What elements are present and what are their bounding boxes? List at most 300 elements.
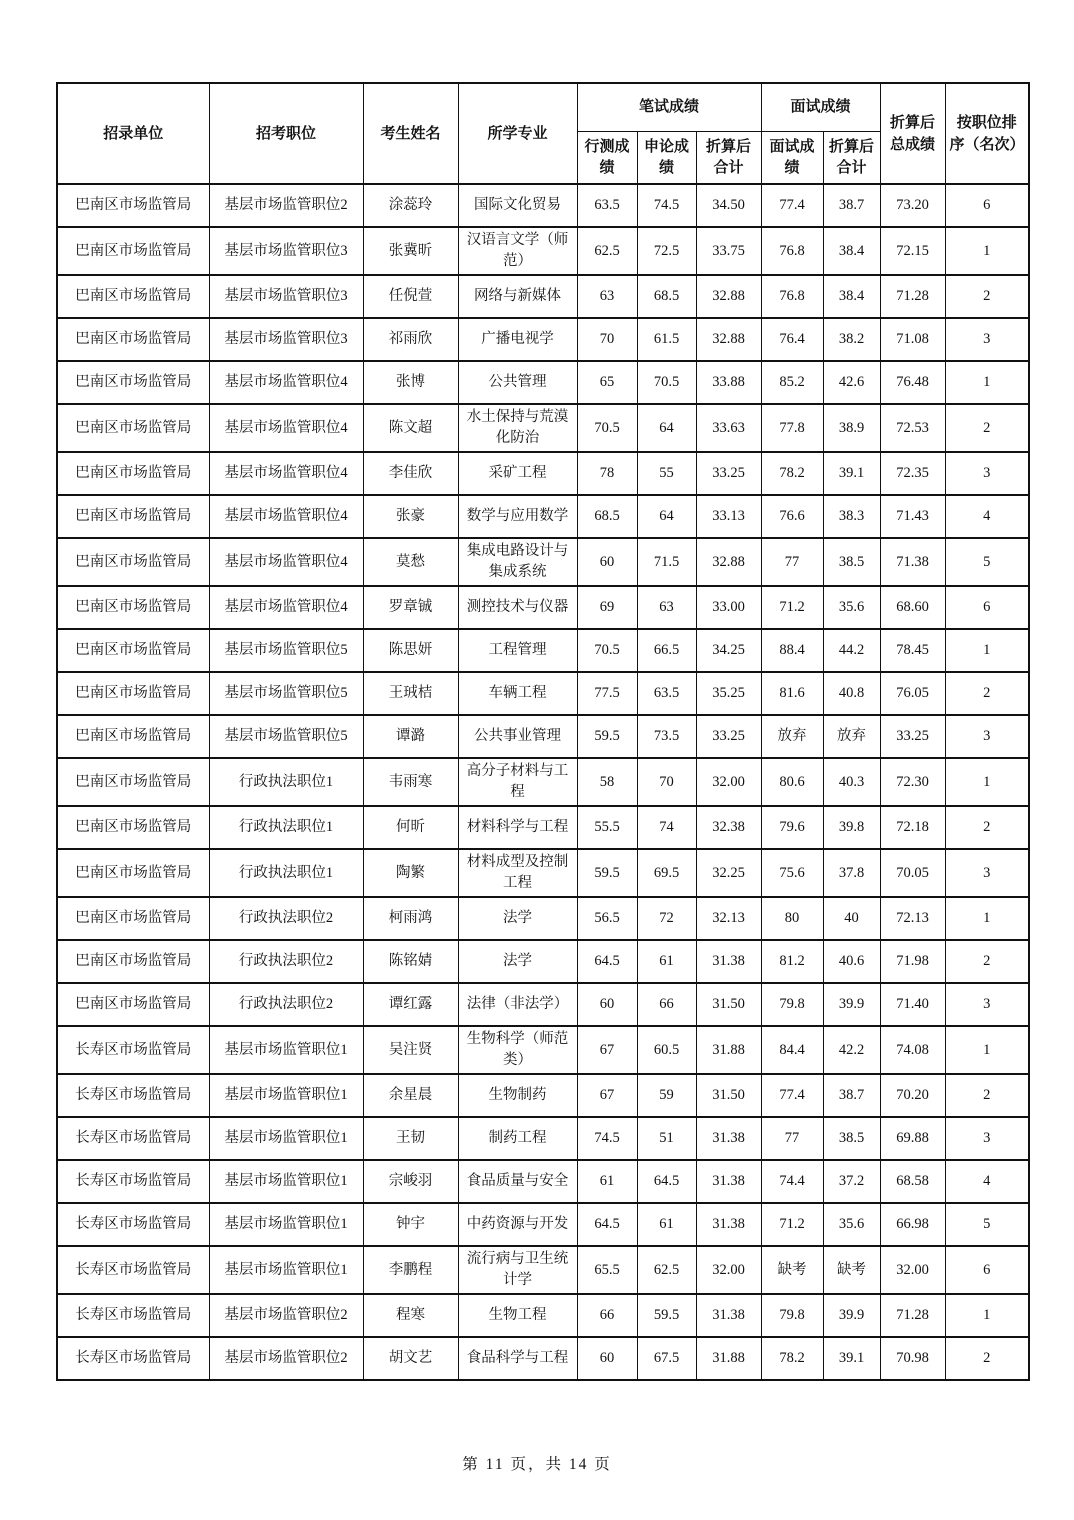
cell-interview-score: 71.2 <box>761 586 823 629</box>
cell-final-total: 71.43 <box>880 495 945 538</box>
cell-major: 食品质量与安全 <box>458 1160 577 1203</box>
cell-xingce-score: 65.5 <box>577 1246 637 1294</box>
cell-position: 行政执法职位1 <box>209 758 363 806</box>
cell-position: 行政执法职位2 <box>209 897 363 940</box>
cell-recruit-unit: 巴南区市场监管局 <box>57 983 209 1026</box>
cell-shenlun-score: 66.5 <box>637 629 696 672</box>
cell-major: 广播电视学 <box>458 318 577 361</box>
cell-position: 基层市场监管职位4 <box>209 452 363 495</box>
cell-candidate-name: 陈文超 <box>363 404 458 452</box>
cell-candidate-name: 李鹏程 <box>363 1246 458 1294</box>
cell-rank: 6 <box>945 184 1029 227</box>
table-row <box>57 404 1029 452</box>
cell-position: 基层市场监管职位1 <box>209 1203 363 1246</box>
cell-xingce-score: 68.5 <box>577 495 637 538</box>
cell-candidate-name: 宗峻羽 <box>363 1160 458 1203</box>
cell-shenlun-score: 71.5 <box>637 538 696 586</box>
cell-major: 流行病与卫生统计学 <box>458 1246 577 1294</box>
col-header-major: 所学专业 <box>458 83 577 184</box>
cell-shenlun-score: 68.5 <box>637 275 696 318</box>
cell-xingce-score: 62.5 <box>577 227 637 275</box>
cell-xingce-score: 59.5 <box>577 715 637 758</box>
cell-rank: 1 <box>945 1294 1029 1337</box>
cell-recruit-unit: 巴南区市场监管局 <box>57 361 209 404</box>
cell-written-converted-total: 32.00 <box>696 1246 761 1294</box>
cell-final-total: 76.48 <box>880 361 945 404</box>
col-header-position: 招考职位 <box>209 83 363 184</box>
cell-shenlun-score: 51 <box>637 1117 696 1160</box>
cell-final-total: 71.40 <box>880 983 945 1026</box>
cell-interview-converted-total: 42.6 <box>823 361 880 404</box>
cell-written-converted-total: 31.50 <box>696 1074 761 1117</box>
cell-major: 国际文化贸易 <box>458 184 577 227</box>
cell-candidate-name: 谭潞 <box>363 715 458 758</box>
cell-candidate-name: 谭红露 <box>363 983 458 1026</box>
cell-rank: 6 <box>945 1246 1029 1294</box>
cell-interview-converted-total: 38.2 <box>823 318 880 361</box>
cell-interview-converted-total: 39.1 <box>823 452 880 495</box>
cell-interview-converted-total: 38.4 <box>823 275 880 318</box>
cell-interview-score: 放弃 <box>761 715 823 758</box>
cell-candidate-name: 张博 <box>363 361 458 404</box>
cell-recruit-unit: 巴南区市场监管局 <box>57 940 209 983</box>
table-row <box>57 849 1029 897</box>
cell-candidate-name: 涂蕊玲 <box>363 184 458 227</box>
cell-written-converted-total: 34.50 <box>696 184 761 227</box>
cell-position: 基层市场监管职位1 <box>209 1117 363 1160</box>
cell-shenlun-score: 64.5 <box>637 1160 696 1203</box>
cell-interview-score: 75.6 <box>761 849 823 897</box>
cell-position: 基层市场监管职位4 <box>209 404 363 452</box>
cell-rank: 3 <box>945 452 1029 495</box>
cell-interview-score: 71.2 <box>761 1203 823 1246</box>
cell-xingce-score: 58 <box>577 758 637 806</box>
cell-xingce-score: 64.5 <box>577 1203 637 1246</box>
cell-xingce-score: 74.5 <box>577 1117 637 1160</box>
cell-final-total: 71.28 <box>880 1294 945 1337</box>
cell-candidate-name: 罗章铖 <box>363 586 458 629</box>
cell-final-total: 71.38 <box>880 538 945 586</box>
cell-final-total: 71.28 <box>880 275 945 318</box>
cell-position: 基层市场监管职位3 <box>209 227 363 275</box>
cell-major: 公共管理 <box>458 361 577 404</box>
cell-major: 工程管理 <box>458 629 577 672</box>
cell-interview-converted-total: 38.4 <box>823 227 880 275</box>
cell-recruit-unit: 巴南区市场监管局 <box>57 806 209 849</box>
cell-position: 基层市场监管职位4 <box>209 586 363 629</box>
cell-interview-converted-total: 39.9 <box>823 1294 880 1337</box>
cell-shenlun-score: 74 <box>637 806 696 849</box>
cell-written-converted-total: 32.88 <box>696 538 761 586</box>
cell-xingce-score: 77.5 <box>577 672 637 715</box>
cell-major: 汉语言文学（师范） <box>458 227 577 275</box>
cell-recruit-unit: 巴南区市场监管局 <box>57 538 209 586</box>
cell-rank: 2 <box>945 1337 1029 1380</box>
table-row <box>57 897 1029 940</box>
cell-rank: 3 <box>945 983 1029 1026</box>
table-row <box>57 227 1029 275</box>
cell-shenlun-score: 63 <box>637 586 696 629</box>
cell-major: 车辆工程 <box>458 672 577 715</box>
cell-final-total: 69.88 <box>880 1117 945 1160</box>
cell-recruit-unit: 巴南区市场监管局 <box>57 318 209 361</box>
cell-interview-converted-total: 39.1 <box>823 1337 880 1380</box>
cell-recruit-unit: 长寿区市场监管局 <box>57 1117 209 1160</box>
cell-interview-converted-total: 35.6 <box>823 1203 880 1246</box>
cell-shenlun-score: 61 <box>637 940 696 983</box>
table-row <box>57 1074 1029 1117</box>
cell-final-total: 70.98 <box>880 1337 945 1380</box>
cell-final-total: 78.45 <box>880 629 945 672</box>
cell-position: 基层市场监管职位2 <box>209 1337 363 1380</box>
col-header-written-converted-total: 折算后合计 <box>696 131 761 184</box>
cell-shenlun-score: 64 <box>637 495 696 538</box>
cell-candidate-name: 胡文艺 <box>363 1337 458 1380</box>
cell-written-converted-total: 31.38 <box>696 1117 761 1160</box>
cell-rank: 1 <box>945 758 1029 806</box>
cell-written-converted-total: 31.88 <box>696 1337 761 1380</box>
cell-xingce-score: 63.5 <box>577 184 637 227</box>
cell-written-converted-total: 32.00 <box>696 758 761 806</box>
cell-major: 法律（非法学） <box>458 983 577 1026</box>
cell-position: 基层市场监管职位4 <box>209 361 363 404</box>
cell-interview-score: 76.8 <box>761 275 823 318</box>
table-row <box>57 361 1029 404</box>
cell-interview-converted-total: 40 <box>823 897 880 940</box>
cell-xingce-score: 56.5 <box>577 897 637 940</box>
cell-recruit-unit: 巴南区市场监管局 <box>57 758 209 806</box>
cell-final-total: 66.98 <box>880 1203 945 1246</box>
cell-final-total: 71.08 <box>880 318 945 361</box>
cell-major: 生物工程 <box>458 1294 577 1337</box>
cell-interview-score: 78.2 <box>761 452 823 495</box>
cell-recruit-unit: 巴南区市场监管局 <box>57 849 209 897</box>
cell-interview-converted-total: 35.6 <box>823 586 880 629</box>
table-row <box>57 758 1029 806</box>
cell-candidate-name: 程寒 <box>363 1294 458 1337</box>
cell-shenlun-score: 60.5 <box>637 1026 696 1074</box>
cell-interview-converted-total: 37.8 <box>823 849 880 897</box>
cell-written-converted-total: 32.88 <box>696 318 761 361</box>
cell-interview-score: 77.8 <box>761 404 823 452</box>
cell-candidate-name: 张豪 <box>363 495 458 538</box>
cell-shenlun-score: 55 <box>637 452 696 495</box>
cell-xingce-score: 65 <box>577 361 637 404</box>
cell-position: 基层市场监管职位5 <box>209 672 363 715</box>
cell-xingce-score: 67 <box>577 1074 637 1117</box>
cell-interview-score: 81.6 <box>761 672 823 715</box>
cell-final-total: 73.20 <box>880 184 945 227</box>
cell-xingce-score: 60 <box>577 983 637 1026</box>
cell-interview-converted-total: 42.2 <box>823 1026 880 1074</box>
cell-position: 行政执法职位1 <box>209 806 363 849</box>
cell-shenlun-score: 67.5 <box>637 1337 696 1380</box>
col-header-interview-score: 面试成绩 <box>761 131 823 184</box>
cell-interview-score: 76.8 <box>761 227 823 275</box>
cell-written-converted-total: 34.25 <box>696 629 761 672</box>
cell-candidate-name: 王珬桔 <box>363 672 458 715</box>
cell-interview-converted-total: 40.8 <box>823 672 880 715</box>
cell-major: 中药资源与开发 <box>458 1203 577 1246</box>
cell-final-total: 68.58 <box>880 1160 945 1203</box>
cell-interview-converted-total: 40.3 <box>823 758 880 806</box>
cell-position: 基层市场监管职位1 <box>209 1026 363 1074</box>
table-row <box>57 184 1029 227</box>
cell-final-total: 33.25 <box>880 715 945 758</box>
cell-rank: 3 <box>945 1117 1029 1160</box>
cell-interview-score: 76.6 <box>761 495 823 538</box>
cell-written-converted-total: 31.38 <box>696 1294 761 1337</box>
cell-rank: 3 <box>945 318 1029 361</box>
cell-position: 基层市场监管职位2 <box>209 1294 363 1337</box>
cell-major: 集成电路设计与集成系统 <box>458 538 577 586</box>
table-row <box>57 1294 1029 1337</box>
cell-candidate-name: 陈铭婧 <box>363 940 458 983</box>
cell-interview-score: 缺考 <box>761 1246 823 1294</box>
cell-interview-score: 79.8 <box>761 1294 823 1337</box>
cell-final-total: 72.13 <box>880 897 945 940</box>
cell-written-converted-total: 31.88 <box>696 1026 761 1074</box>
table-row <box>57 1246 1029 1294</box>
col-header-final-total: 折算后总成绩 <box>880 83 945 184</box>
cell-recruit-unit: 长寿区市场监管局 <box>57 1246 209 1294</box>
cell-xingce-score: 70.5 <box>577 629 637 672</box>
cell-recruit-unit: 巴南区市场监管局 <box>57 586 209 629</box>
cell-position: 行政执法职位1 <box>209 849 363 897</box>
cell-rank: 2 <box>945 275 1029 318</box>
cell-xingce-score: 66 <box>577 1294 637 1337</box>
cell-written-converted-total: 33.63 <box>696 404 761 452</box>
table-row <box>57 672 1029 715</box>
cell-major: 材料成型及控制工程 <box>458 849 577 897</box>
cell-shenlun-score: 70 <box>637 758 696 806</box>
col-header-rank: 按职位排序（名次） <box>945 83 1029 184</box>
cell-written-converted-total: 31.50 <box>696 983 761 1026</box>
cell-shenlun-score: 59.5 <box>637 1294 696 1337</box>
cell-interview-score: 80.6 <box>761 758 823 806</box>
cell-recruit-unit: 长寿区市场监管局 <box>57 1074 209 1117</box>
cell-rank: 1 <box>945 629 1029 672</box>
cell-written-converted-total: 33.13 <box>696 495 761 538</box>
table-row <box>57 586 1029 629</box>
cell-final-total: 72.53 <box>880 404 945 452</box>
cell-interview-converted-total: 38.3 <box>823 495 880 538</box>
cell-final-total: 72.15 <box>880 227 945 275</box>
cell-interview-score: 77.4 <box>761 1074 823 1117</box>
cell-final-total: 72.18 <box>880 806 945 849</box>
cell-shenlun-score: 66 <box>637 983 696 1026</box>
col-header-candidate-name: 考生姓名 <box>363 83 458 184</box>
cell-position: 基层市场监管职位4 <box>209 495 363 538</box>
cell-position: 基层市场监管职位1 <box>209 1074 363 1117</box>
cell-interview-score: 79.8 <box>761 983 823 1026</box>
cell-interview-score: 77.4 <box>761 184 823 227</box>
cell-candidate-name: 吴注贤 <box>363 1026 458 1074</box>
cell-candidate-name: 张冀昕 <box>363 227 458 275</box>
table-row <box>57 538 1029 586</box>
cell-candidate-name: 陶繁 <box>363 849 458 897</box>
cell-recruit-unit: 巴南区市场监管局 <box>57 715 209 758</box>
cell-xingce-score: 63 <box>577 275 637 318</box>
cell-interview-converted-total: 37.2 <box>823 1160 880 1203</box>
cell-major: 制药工程 <box>458 1117 577 1160</box>
cell-major: 食品科学与工程 <box>458 1337 577 1380</box>
table-row <box>57 495 1029 538</box>
col-header-interview-converted-total: 折算后合计 <box>823 131 880 184</box>
cell-major: 测控技术与仪器 <box>458 586 577 629</box>
cell-shenlun-score: 59 <box>637 1074 696 1117</box>
col-group-written-score: 笔试成绩 <box>577 83 761 131</box>
cell-written-converted-total: 32.25 <box>696 849 761 897</box>
header-row-groups <box>57 83 1029 131</box>
cell-position: 基层市场监管职位1 <box>209 1160 363 1203</box>
cell-rank: 1 <box>945 227 1029 275</box>
cell-written-converted-total: 31.38 <box>696 1203 761 1246</box>
cell-interview-converted-total: 38.5 <box>823 538 880 586</box>
cell-candidate-name: 何昕 <box>363 806 458 849</box>
cell-interview-converted-total: 39.8 <box>823 806 880 849</box>
cell-xingce-score: 67 <box>577 1026 637 1074</box>
cell-xingce-score: 70 <box>577 318 637 361</box>
cell-major: 生物科学（师范类） <box>458 1026 577 1074</box>
table-body <box>57 184 1029 1380</box>
cell-recruit-unit: 巴南区市场监管局 <box>57 452 209 495</box>
cell-major: 材料科学与工程 <box>458 806 577 849</box>
table-row <box>57 629 1029 672</box>
cell-recruit-unit: 长寿区市场监管局 <box>57 1160 209 1203</box>
cell-written-converted-total: 33.00 <box>696 586 761 629</box>
cell-rank: 2 <box>945 672 1029 715</box>
cell-candidate-name: 任倪萱 <box>363 275 458 318</box>
cell-major: 网络与新媒体 <box>458 275 577 318</box>
cell-position: 基层市场监管职位4 <box>209 538 363 586</box>
cell-xingce-score: 59.5 <box>577 849 637 897</box>
cell-major: 水土保持与荒漠化防治 <box>458 404 577 452</box>
table-row <box>57 940 1029 983</box>
cell-interview-converted-total: 38.7 <box>823 184 880 227</box>
cell-shenlun-score: 69.5 <box>637 849 696 897</box>
cell-rank: 2 <box>945 940 1029 983</box>
col-header-xingce-score: 行测成绩 <box>577 131 637 184</box>
cell-candidate-name: 莫愁 <box>363 538 458 586</box>
cell-xingce-score: 69 <box>577 586 637 629</box>
cell-xingce-score: 78 <box>577 452 637 495</box>
cell-final-total: 68.60 <box>880 586 945 629</box>
cell-xingce-score: 55.5 <box>577 806 637 849</box>
cell-major: 数学与应用数学 <box>458 495 577 538</box>
cell-shenlun-score: 61.5 <box>637 318 696 361</box>
col-header-recruit-unit: 招录单位 <box>57 83 209 184</box>
cell-recruit-unit: 长寿区市场监管局 <box>57 1337 209 1380</box>
cell-written-converted-total: 33.25 <box>696 715 761 758</box>
cell-final-total: 76.05 <box>880 672 945 715</box>
cell-interview-score: 80 <box>761 897 823 940</box>
results-table <box>56 82 1030 1381</box>
cell-xingce-score: 61 <box>577 1160 637 1203</box>
cell-major: 公共事业管理 <box>458 715 577 758</box>
cell-rank: 1 <box>945 1026 1029 1074</box>
cell-recruit-unit: 巴南区市场监管局 <box>57 275 209 318</box>
cell-position: 基层市场监管职位3 <box>209 275 363 318</box>
cell-interview-converted-total: 放弃 <box>823 715 880 758</box>
cell-candidate-name: 李佳欣 <box>363 452 458 495</box>
cell-rank: 2 <box>945 1074 1029 1117</box>
cell-recruit-unit: 长寿区市场监管局 <box>57 1203 209 1246</box>
cell-recruit-unit: 巴南区市场监管局 <box>57 897 209 940</box>
cell-candidate-name: 钟宇 <box>363 1203 458 1246</box>
cell-candidate-name: 祁雨欣 <box>363 318 458 361</box>
cell-recruit-unit: 巴南区市场监管局 <box>57 404 209 452</box>
cell-written-converted-total: 32.38 <box>696 806 761 849</box>
cell-shenlun-score: 64 <box>637 404 696 452</box>
cell-recruit-unit: 巴南区市场监管局 <box>57 495 209 538</box>
cell-shenlun-score: 72 <box>637 897 696 940</box>
cell-written-converted-total: 35.25 <box>696 672 761 715</box>
cell-rank: 2 <box>945 404 1029 452</box>
cell-written-converted-total: 31.38 <box>696 1160 761 1203</box>
cell-recruit-unit: 巴南区市场监管局 <box>57 629 209 672</box>
cell-interview-converted-total: 44.2 <box>823 629 880 672</box>
cell-interview-score: 77 <box>761 1117 823 1160</box>
cell-interview-converted-total: 39.9 <box>823 983 880 1026</box>
cell-interview-score: 74.4 <box>761 1160 823 1203</box>
cell-major: 法学 <box>458 940 577 983</box>
cell-interview-score: 77 <box>761 538 823 586</box>
cell-rank: 5 <box>945 538 1029 586</box>
cell-final-total: 72.35 <box>880 452 945 495</box>
cell-recruit-unit: 长寿区市场监管局 <box>57 1026 209 1074</box>
cell-recruit-unit: 巴南区市场监管局 <box>57 672 209 715</box>
cell-written-converted-total: 33.88 <box>696 361 761 404</box>
cell-position: 基层市场监管职位2 <box>209 184 363 227</box>
table-row <box>57 806 1029 849</box>
table-row <box>57 1026 1029 1074</box>
cell-candidate-name: 陈思妍 <box>363 629 458 672</box>
page-number: 第 11 页，共 14 页 <box>462 1456 612 1473</box>
cell-final-total: 71.98 <box>880 940 945 983</box>
cell-position: 基层市场监管职位1 <box>209 1246 363 1294</box>
cell-position: 基层市场监管职位3 <box>209 318 363 361</box>
cell-interview-score: 81.2 <box>761 940 823 983</box>
cell-final-total: 70.20 <box>880 1074 945 1117</box>
cell-xingce-score: 60 <box>577 538 637 586</box>
table-row <box>57 1203 1029 1246</box>
cell-final-total: 72.30 <box>880 758 945 806</box>
cell-final-total: 70.05 <box>880 849 945 897</box>
table-row <box>57 318 1029 361</box>
cell-rank: 3 <box>945 715 1029 758</box>
cell-candidate-name: 柯雨鸿 <box>363 897 458 940</box>
cell-interview-converted-total: 38.5 <box>823 1117 880 1160</box>
cell-rank: 2 <box>945 806 1029 849</box>
cell-final-total: 74.08 <box>880 1026 945 1074</box>
cell-major: 法学 <box>458 897 577 940</box>
cell-candidate-name: 韦雨寒 <box>363 758 458 806</box>
cell-shenlun-score: 72.5 <box>637 227 696 275</box>
table-row <box>57 452 1029 495</box>
cell-rank: 1 <box>945 361 1029 404</box>
cell-interview-score: 78.2 <box>761 1337 823 1380</box>
cell-rank: 3 <box>945 849 1029 897</box>
cell-rank: 1 <box>945 897 1029 940</box>
cell-major: 采矿工程 <box>458 452 577 495</box>
cell-shenlun-score: 70.5 <box>637 361 696 404</box>
table-row <box>57 983 1029 1026</box>
cell-recruit-unit: 巴南区市场监管局 <box>57 227 209 275</box>
cell-xingce-score: 64.5 <box>577 940 637 983</box>
cell-interview-converted-total: 缺考 <box>823 1246 880 1294</box>
cell-major: 高分子材料与工程 <box>458 758 577 806</box>
